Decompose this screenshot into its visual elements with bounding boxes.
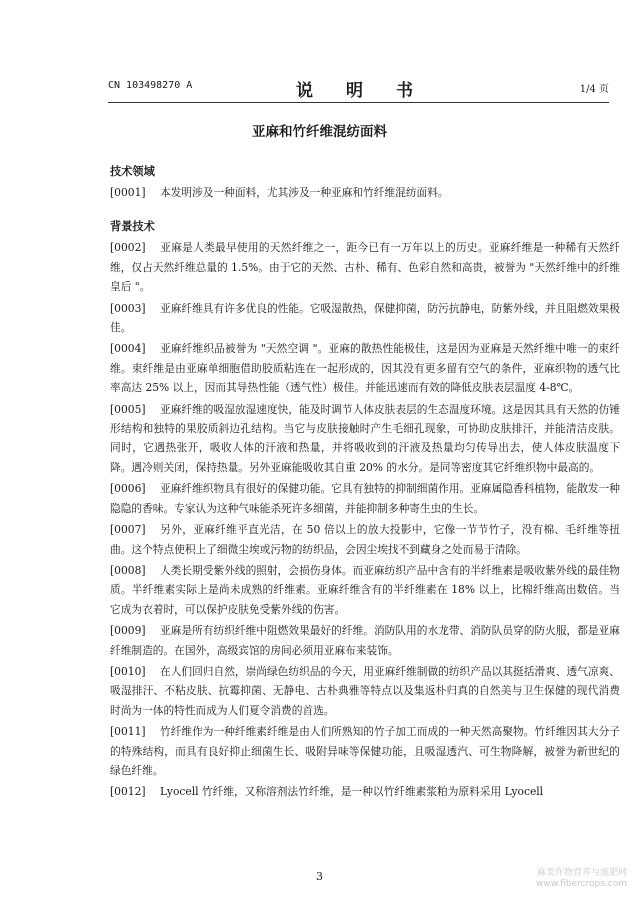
section-heading: 技术领域	[110, 165, 155, 178]
watermark-title: 麻类作物营养与施肥网	[536, 868, 627, 878]
paragraph-number: [0001]	[110, 186, 146, 199]
paragraph-number: [0007]	[110, 523, 146, 537]
header-divider	[108, 102, 609, 103]
paragraph-text: 亚麻纤维的吸湿放湿速度快，能及时调节人体皮肤表层的生态温度环境。这是因其具有天然的仿锤形结构和独特的果胶质斜边孔结构。当它与皮肤接触时产生毛细孔现象，可协助皮肤排汗，并能清洁皮肤。同时，它遇热张开，吸收人体的汗液和热量，并将吸收到的汗液及热量均匀传导出去，使人体皮肤温度下降。遇冷则关闭，保持热量。另外亚麻能吸收其自重 20% 的水分。是同等密度其它纤维织物中最高的。	[110, 402, 620, 474]
document-title: 亚麻和竹纤维混纺面料	[252, 124, 387, 140]
paragraph-number: [0010]	[110, 664, 146, 678]
paragraph	[110, 339, 620, 397]
document-body	[110, 162, 620, 804]
page-number: 3	[316, 870, 323, 883]
site-watermark	[536, 868, 627, 890]
page-fraction: 1/4 页	[579, 84, 609, 95]
paragraph-number: [0009]	[110, 624, 146, 638]
paragraph-text: 亚麻纤维织物具有很好的保健功能。它具有独特的抑制细菌作用。亚麻属隐香科植物，能散发一种隐隐的香味。专家认为这种气味能杀死许多细菌，并能抑制多种寄生虫的生长。	[110, 482, 620, 515]
paragraph	[110, 782, 620, 801]
paragraph-text: 本发明涉及一种面料，尤其涉及一种亚麻和竹纤维混纺面料。	[160, 186, 449, 199]
document-type: 说 明 书	[296, 81, 421, 101]
paragraph	[110, 238, 620, 296]
paragraph-number: [0005]	[110, 402, 146, 416]
paragraph	[110, 479, 620, 518]
section-background	[110, 217, 620, 801]
paragraph	[110, 662, 620, 720]
paragraph-text: 竹纤维作为一种纤维素纤维是由人们所熟知的竹子加工而成的一种天然高聚物。竹纤维因其大分子的特殊结构，而具有良好抑止细菌生长、吸附异味等保健功能，且吸湿透汽、可生物降解，被誉为新世纪的绿色纤维。	[110, 725, 620, 777]
paragraph	[110, 621, 620, 660]
paragraph-text: 亚麻是所有纺织纤维中阻燃效果最好的纤维。消防队用的水龙带、消防队员穿的防火服，都是亚麻纤维制造的。在国外，高级宾馆的房间必须用亚麻布来装饰。	[110, 624, 620, 657]
paragraph-number: [0004]	[110, 342, 146, 356]
paragraph-number: [0008]	[110, 563, 146, 577]
paragraph	[110, 183, 620, 202]
paragraph-text: 在人们回归自然，崇尚绿色纺织品的今天，用亚麻纤维制做的纺织产品以其挺括滑爽、透气凉爽、吸湿排汗、不粘皮肤、抗霉抑菌、无静电、古朴典雅等特点以及集返朴归真的自然美与卫生保健的现代消费时尚为一体的特性而成为人们夏令消费的首选。	[110, 664, 620, 717]
paragraph	[110, 722, 620, 780]
paragraph-number: [0011]	[110, 725, 146, 739]
paragraph-text: Lyocell 竹纤维，又称溶剂法竹纤维，是一种以竹纤维素浆粕为原料采用 Lyocell	[160, 785, 544, 799]
section-technical-field	[110, 162, 620, 202]
paragraph	[110, 299, 620, 338]
paragraph-text: 人类长期受紫外线的照射，会损伤身体。而亚麻纺织产品中含有的半纤维素是吸收紫外线的最佳物质。半纤维素实际上是尚未成熟的纤维素。亚麻纤维含有的半纤维素在 18% 以上，比棉纤维高出数倍。当它成为衣着时，可以保护皮肤免受紫外线的伤害。	[110, 563, 620, 616]
paragraph-number: [0003]	[110, 301, 146, 315]
paragraph-number: [0006]	[110, 482, 146, 496]
paragraph-text: 亚麻纤维具有许多优良的性能。它吸湿散热，保健抑菌，防污抗静电，防紫外线，并且阻燃效果极佳。	[110, 301, 620, 335]
paragraph	[110, 561, 620, 619]
section-heading: 背景技术	[110, 220, 155, 234]
paragraph-number: [0002]	[110, 241, 146, 255]
paragraph-number: [0012]	[110, 785, 146, 799]
publication-number: CN 103498270 A	[108, 80, 193, 91]
paragraph	[110, 520, 620, 559]
paragraph-text: 另外，亚麻纤维平直光洁，在 50 倍以上的放大投影中，它像一节节竹子，没有棉、毛纤维等扭曲。这个特点使积上了细微尘埃或污物的纺织品，会因尘埃找不到藏身之处而易于清除。	[110, 523, 620, 556]
paragraph-text: 亚麻纤维织品被誉为 "天然空调 "。亚麻的散热性能极佳，这是因为亚麻是天然纤维中唯一的束纤维。束纤维是由亚麻单细胞借助胶质粘连在一起形成的，因其没有更多留有空气的条件，亚麻织物的透气比率高达 25% 以上，因而其导热性能（透气性）极佳。并能迅速而有效的降低皮肤表层温度 4-8℃。	[110, 342, 620, 395]
paragraph	[110, 400, 620, 478]
watermark-url: www.fibercrops.com	[536, 879, 627, 889]
paragraph-text: 亚麻是人类最早使用的天然纤维之一，距今已有一万年以上的历史。亚麻纤维是一种稀有天然纤维，仅占天然纤维总量的 1.5%。由于它的天然、古朴、稀有、色彩自然和高贵，被誉为 "天然纤维中的纤维皇后 "。	[110, 241, 620, 294]
